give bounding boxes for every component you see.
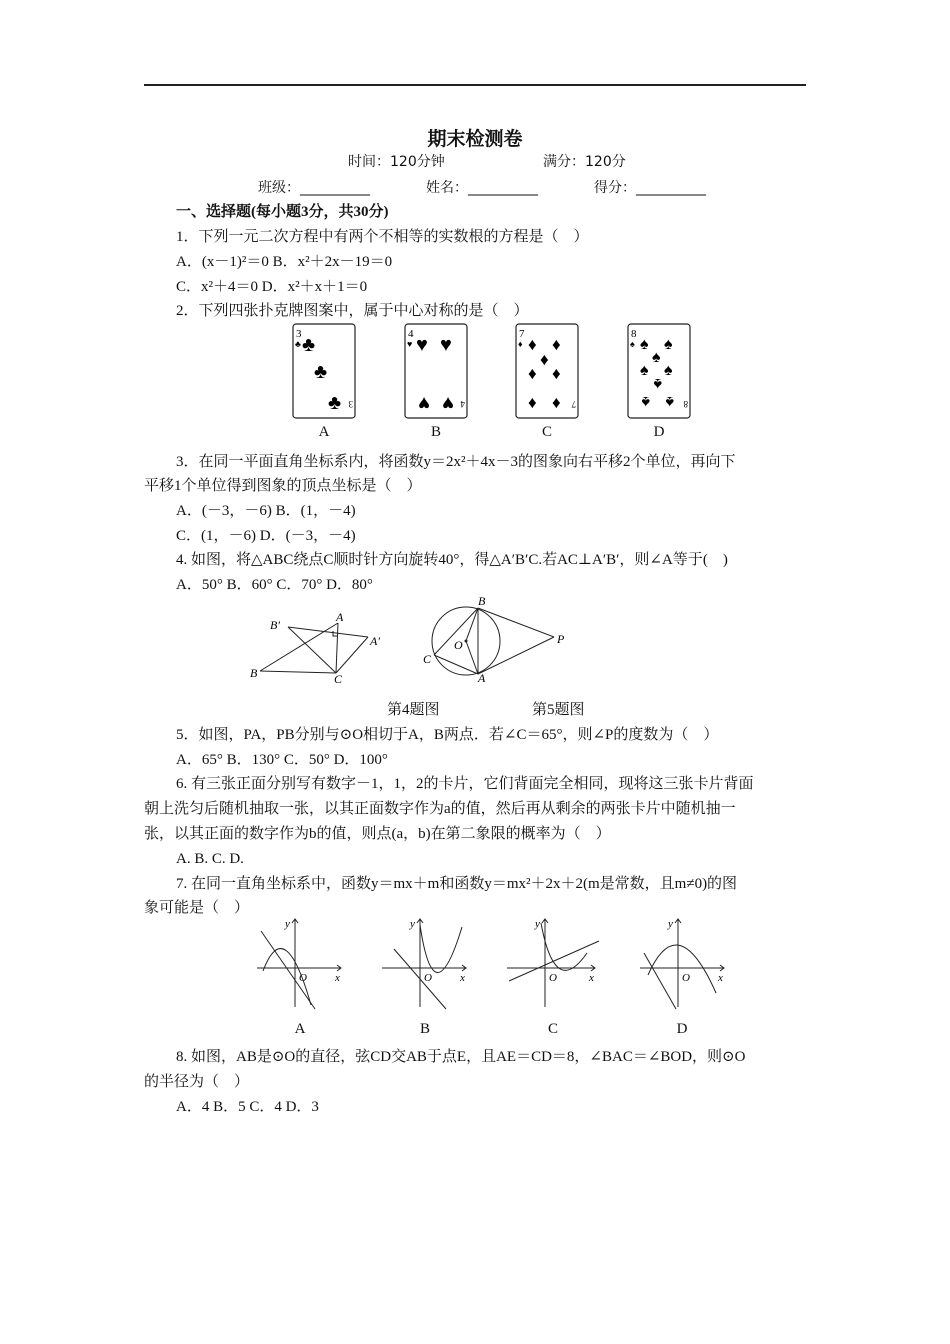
q7-line1: 7. 在同一直角坐标系中，函数y＝mx＋m和函数y＝mx²＋2x＋2(m是常数，且m≠0)的图 bbox=[176, 876, 738, 892]
q7-label-b: B bbox=[419, 1021, 430, 1037]
svg-text:♥: ♥ bbox=[407, 339, 413, 349]
svg-text:A: A bbox=[478, 671, 486, 685]
svg-text:O: O bbox=[549, 972, 557, 984]
exam-time: 时间：120分钟 bbox=[348, 154, 445, 170]
name-field: 姓名：__________ bbox=[426, 180, 538, 196]
spade-icon: ♠ bbox=[664, 336, 673, 353]
spade-icon: ♠ bbox=[641, 393, 650, 410]
q2-stem: 2．下列四张扑克牌图案中，属于中心对称的是（ ） bbox=[176, 303, 529, 319]
q6-line1: 6. 有三张正面分别写有数字－1，1，2的卡片，它们背面完全相同，现将这三张卡片背面 bbox=[176, 776, 754, 792]
svg-text:B: B bbox=[478, 594, 486, 608]
diamond-icon: ♦ bbox=[552, 335, 561, 354]
svg-text:x: x bbox=[335, 972, 340, 984]
q4-options: A．50° B．60° C．70° D．80° bbox=[176, 577, 373, 593]
q7-graph-c bbox=[505, 915, 603, 1013]
q3-options-cd: C．(1，－6) D．(－3，－4) bbox=[176, 528, 356, 544]
spade-icon: ♠ bbox=[652, 349, 661, 366]
q3-line2: 平移1个单位得到图象的顶点坐标是（ ） bbox=[144, 478, 422, 494]
q6-options: A. B. C. D. bbox=[176, 851, 244, 867]
q8-line1: 8. 如图，AB是⊙O的直径，弦CD交AB于点E，且AE＝CD＝8，∠BAC＝∠BOD，则⊙O bbox=[176, 1049, 746, 1065]
svg-text:x: x bbox=[460, 972, 465, 984]
figure-5-tangent-circle bbox=[420, 593, 570, 685]
svg-text:♣: ♣ bbox=[295, 339, 301, 349]
svg-text:O: O bbox=[682, 972, 690, 984]
q1-stem: 1．下列一元二次方程中有两个不相等的实数根的方程是（ ） bbox=[176, 229, 589, 245]
diamond-icon: ♦ bbox=[528, 364, 537, 383]
svg-text:x: x bbox=[718, 972, 723, 984]
svg-text:♦: ♦ bbox=[518, 339, 523, 349]
class-field: 班级：__________ bbox=[258, 180, 370, 196]
diamond-icon: ♦ bbox=[528, 335, 537, 354]
svg-text:A′: A′ bbox=[370, 634, 380, 648]
section-heading: 一、选择题(每小题3分，共30分) bbox=[176, 204, 389, 220]
card-label-a: A bbox=[318, 424, 330, 440]
club-icon: ♣ bbox=[302, 334, 316, 356]
svg-text:O: O bbox=[454, 638, 463, 652]
q7-graph-b bbox=[380, 915, 472, 1013]
svg-text:y: y bbox=[535, 918, 540, 930]
q5-options: A．65° B．130° C．50° D．100° bbox=[176, 752, 388, 768]
svg-text:y: y bbox=[668, 918, 673, 930]
svg-text:y: y bbox=[285, 918, 290, 930]
figure-4-caption: 第4题图 bbox=[387, 702, 440, 718]
svg-text:8: 8 bbox=[683, 399, 688, 409]
exam-full-score: 满分：120分 bbox=[543, 154, 626, 170]
card-seven-diamonds bbox=[515, 323, 579, 419]
q8-options: A．4 B．5 C．4 D．3 bbox=[176, 1099, 319, 1115]
club-icon: ♣ bbox=[328, 392, 342, 414]
card-three-clubs bbox=[292, 323, 356, 419]
heart-icon: ♥ bbox=[440, 334, 452, 356]
score-field: 得分：__________ bbox=[594, 180, 706, 196]
card-four-hearts bbox=[404, 323, 468, 419]
svg-text:B: B bbox=[250, 666, 258, 680]
q3-line1: 3．在同一平面直角坐标系内，将函数y＝2x²＋4x－3的图象向右平移2个单位，再向下 bbox=[176, 454, 736, 470]
svg-text:♠: ♠ bbox=[630, 339, 635, 349]
svg-text:C: C bbox=[423, 652, 432, 666]
q7-label-a: A bbox=[294, 1021, 306, 1037]
svg-text:4: 4 bbox=[460, 399, 465, 409]
heart-icon: ♥ bbox=[418, 392, 430, 414]
club-icon: ♣ bbox=[314, 361, 328, 383]
svg-text:O: O bbox=[299, 972, 307, 984]
diamond-icon: ♦ bbox=[528, 393, 537, 412]
q7-label-d: D bbox=[676, 1021, 688, 1037]
figure-4-rotation bbox=[248, 605, 398, 685]
card-rank: 3 bbox=[296, 328, 302, 340]
svg-text:7: 7 bbox=[519, 328, 525, 340]
q1-options-ab: A．(x－1)²＝0 B．x²＋2x－19＝0 bbox=[176, 254, 393, 270]
spade-icon: ♠ bbox=[664, 362, 673, 379]
q7-line2: 象可能是（ ） bbox=[144, 900, 250, 916]
q7-graph-d bbox=[638, 915, 730, 1013]
diamond-icon: ♦ bbox=[552, 393, 561, 412]
svg-text:P: P bbox=[557, 632, 565, 646]
svg-text:8: 8 bbox=[631, 328, 637, 340]
q1-options-cd: C．x²＋4＝0 D．x²＋x＋1＝0 bbox=[176, 279, 368, 295]
svg-text:O: O bbox=[424, 972, 432, 984]
svg-text:3: 3 bbox=[348, 399, 353, 409]
q6-line2: 朝上洗匀后随机抽取一张，以其正面数字作为a的值，然后再从剩余的两张卡片中随机抽一 bbox=[144, 801, 736, 817]
card-label-b: B bbox=[430, 424, 441, 440]
q8-line2: 的半径为（ ） bbox=[144, 1074, 250, 1090]
svg-text:A: A bbox=[336, 610, 344, 624]
svg-text:4: 4 bbox=[408, 328, 414, 340]
page-title: 期末检测卷 bbox=[427, 128, 523, 150]
diamond-icon: ♦ bbox=[540, 350, 549, 369]
q6-line3: 张，以其正面的数字作为b的值，则点(a，b)在第二象限的概率为（ ） bbox=[144, 826, 611, 842]
q7-graph-a bbox=[255, 915, 347, 1013]
card-label-d: D bbox=[653, 424, 665, 440]
svg-text:B′: B′ bbox=[270, 618, 280, 632]
svg-text:C: C bbox=[334, 672, 343, 685]
q3-options-ab: A．(－3，－6) B．(1，－4) bbox=[176, 503, 356, 519]
spade-icon: ♠ bbox=[640, 362, 649, 379]
top-rule bbox=[144, 84, 806, 86]
heart-icon: ♥ bbox=[442, 392, 454, 414]
svg-text:7: 7 bbox=[571, 399, 576, 409]
svg-text:x: x bbox=[589, 972, 594, 984]
q7-label-c: C bbox=[547, 1021, 558, 1037]
spade-icon: ♠ bbox=[665, 393, 674, 410]
figure-5-caption: 第5题图 bbox=[532, 702, 585, 718]
svg-text:y: y bbox=[410, 918, 415, 930]
q4-stem: 4. 如图，将△ABC绕点C顺时针方向旋转40°，得△A′B′C.若AC⊥A′B′，则∠A等于( ) bbox=[176, 552, 728, 568]
q5-stem: 5．如图，PA，PB分别与⊙O相切于A，B两点．若∠C＝65°，则∠P的度数为（ ） bbox=[176, 727, 719, 743]
card-label-c: C bbox=[541, 424, 552, 440]
spade-icon: ♠ bbox=[640, 336, 649, 353]
card-eight-spades bbox=[627, 323, 691, 419]
spade-icon: ♠ bbox=[653, 375, 662, 392]
diamond-icon: ♦ bbox=[552, 364, 561, 383]
heart-icon: ♥ bbox=[416, 334, 428, 356]
